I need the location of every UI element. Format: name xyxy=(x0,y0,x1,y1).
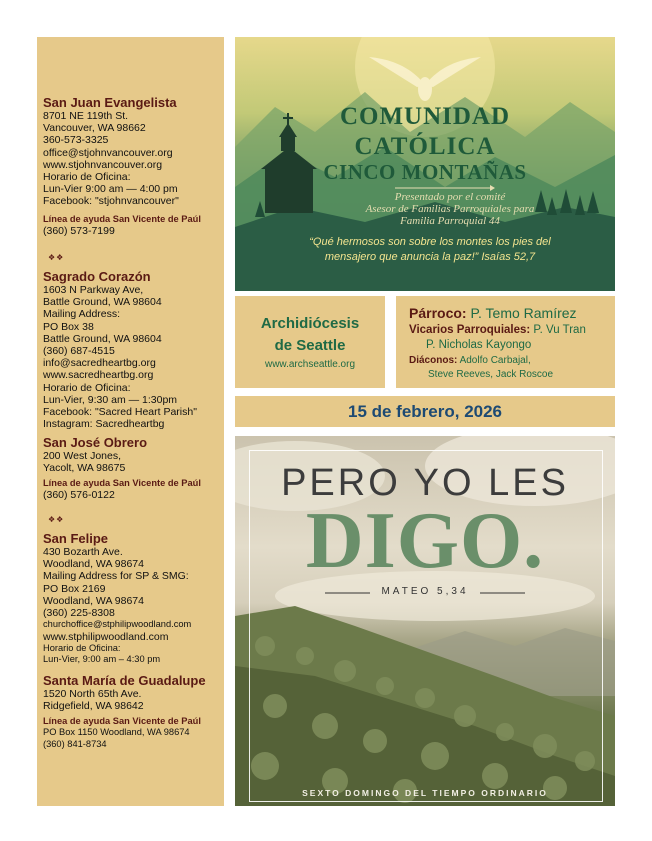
banner-quote-line2: mensajero que anuncia la paz!” Isaías 52,7 xyxy=(324,251,536,263)
parish-address: 430 Bozarth Ave. xyxy=(43,546,123,558)
poster-headline-emphasis: DIGO. xyxy=(305,497,545,585)
separator-icon: ❖❖ xyxy=(48,253,65,262)
parish-name: Santa María de Guadalupe xyxy=(43,673,206,688)
office-hours-label: Horario de Oficina: xyxy=(43,381,131,394)
archdiocese-name xyxy=(235,313,385,357)
mailing-pobox: PO Box 38 xyxy=(43,320,94,333)
scripture-reference: MATEO 5,34 xyxy=(381,586,469,597)
mailing-pobox: PO Box 1150 Woodland, WA 98674 xyxy=(43,727,190,738)
community-banner xyxy=(235,37,615,291)
banner-title-line3: CINCO MONTAÑAS xyxy=(323,160,527,184)
parish-facebook: Facebook: "stjohnvancouver" xyxy=(43,195,179,208)
banner-title-line1: COMUNIDAD xyxy=(339,103,511,130)
parish-city: Ridgefield, WA 98642 xyxy=(43,700,144,713)
parish-santa-maria xyxy=(43,673,206,750)
parish-email[interactable]: churchoffice@stphilipwoodland.com xyxy=(43,619,192,630)
help-line-label: Línea de ayuda San Vicente de Paúl xyxy=(43,716,201,727)
help-line-phone: (360) 573-7199 xyxy=(43,224,115,237)
deacons-names-2: Steve Reeves, Jack Roscoe xyxy=(428,369,554,380)
deacons-label: Diáconos: xyxy=(409,355,458,366)
parish-address: 8701 NE 119th St. xyxy=(43,110,129,122)
deacons-row xyxy=(409,355,531,366)
banner-subtitle-line3: Familia Parroquial 44 xyxy=(400,215,500,227)
parish-name: San José Obrero xyxy=(43,435,148,450)
parish-website[interactable]: www.stphilipwoodland.com xyxy=(43,630,169,643)
vicars-label: Vicarios Parroquiales: xyxy=(409,324,531,336)
office-hours-label: Horario de Oficina: xyxy=(43,642,121,653)
bulletin-date: 15 de febrero, 2026 xyxy=(235,396,615,427)
parish-name: Sagrado Corazón xyxy=(43,269,151,284)
parish-city: Battle Ground, WA 98604 xyxy=(43,296,162,309)
parish-phone: 360-573-3325 xyxy=(43,134,109,147)
parish-name: San Juan Evangelista xyxy=(43,95,177,110)
help-line-phone: (360) 576-0122 xyxy=(43,489,115,502)
sunday-poster xyxy=(235,436,615,806)
mailing-city: Woodland, WA 98674 xyxy=(43,594,144,607)
help-line-label: Línea de ayuda San Vicente de Paúl xyxy=(43,213,201,224)
parish-phone: (360) 225-8308 xyxy=(43,607,115,620)
poster-headline: PERO YO LES xyxy=(281,462,569,504)
parish-address: 1520 North 65th Ave. xyxy=(43,688,142,700)
parish-address: 200 West Jones, xyxy=(43,450,122,462)
mailing-pobox: PO Box 2169 xyxy=(43,582,106,595)
help-line-phone: (360) 841-8734 xyxy=(43,738,107,749)
office-hours-label: Horario de Oficina: xyxy=(43,171,131,184)
banner-subtitle-line1: Presentado por el comité xyxy=(394,191,506,203)
vicars-row xyxy=(409,324,586,336)
parish-phone: (360) 687-4515 xyxy=(43,345,115,358)
parish-facebook: Facebook: "Sacred Heart Parish" xyxy=(43,406,197,419)
separator-icon: ❖❖ xyxy=(48,515,65,524)
parish-sidebar xyxy=(37,37,224,806)
parish-instagram: Instagram: Sacredheartbg xyxy=(43,418,165,431)
help-line-label: Línea de ayuda San Vicente de Paúl xyxy=(43,478,201,489)
parish-san-felipe xyxy=(43,531,191,666)
banner-quote xyxy=(255,235,605,265)
parish-city: Yacolt, WA 98675 xyxy=(43,462,126,475)
parish-email[interactable]: info@sacredheartbg.org xyxy=(43,357,156,370)
deacons-names: Adolfo Carbajal, xyxy=(457,355,531,366)
pastor-label: Párroco: xyxy=(409,305,467,321)
parish-san-jose-obrero xyxy=(43,435,201,502)
parish-sagrado-corazon xyxy=(43,269,197,430)
mailing-city: Battle Ground, WA 98604 xyxy=(43,332,162,345)
parish-city: Woodland, WA 98674 xyxy=(43,558,144,571)
clergy-box xyxy=(396,296,615,388)
parish-website[interactable]: www.sacredheartbg.org xyxy=(43,369,154,382)
parish-website[interactable]: www.stjohnvancouver.org xyxy=(43,158,163,171)
mailing-label: Mailing Address: xyxy=(43,308,121,321)
office-hours: Lun-Vier 9:00 am — 4:00 pm xyxy=(43,183,178,196)
banner-quote-line1: “Qué hermosos son sobre los montes los pies del xyxy=(309,236,551,248)
pastor-row xyxy=(409,305,577,321)
parish-email[interactable]: office@stjohnvancouver.org xyxy=(43,146,173,159)
mailing-label: Mailing Address for SP & SMG: xyxy=(43,570,189,583)
vicar-name-2: P. Nicholas Kayongo xyxy=(426,339,532,351)
parish-name: San Felipe xyxy=(43,531,109,546)
office-hours: Lun-Vier, 9:30 am — 1:30pm xyxy=(43,393,178,406)
office-hours: Lun-Vier, 9:00 am – 4:30 pm xyxy=(43,654,161,665)
vicar-name: P. Vu Tran xyxy=(530,324,586,336)
parish-address: 1603 N Parkway Ave, xyxy=(43,284,144,296)
parish-san-juan xyxy=(43,95,201,237)
archdiocese-box xyxy=(235,296,385,388)
parish-city: Vancouver, WA 98662 xyxy=(43,122,146,135)
archdiocese-name-line2: de Seattle xyxy=(274,337,346,354)
archdiocese-website[interactable]: www.archseattle.org xyxy=(264,359,356,370)
banner-title-line2: CATÓLICA xyxy=(354,133,496,160)
liturgical-sunday: SEXTO DOMINGO DEL TIEMPO ORDINARIO xyxy=(302,788,548,798)
archdiocese-name-line1: Archidiócesis xyxy=(260,315,360,332)
banner-subtitle-line2: Asesor de Familias Parroquiales para xyxy=(365,203,535,215)
pastor-name: P. Temo Ramírez xyxy=(466,305,577,321)
